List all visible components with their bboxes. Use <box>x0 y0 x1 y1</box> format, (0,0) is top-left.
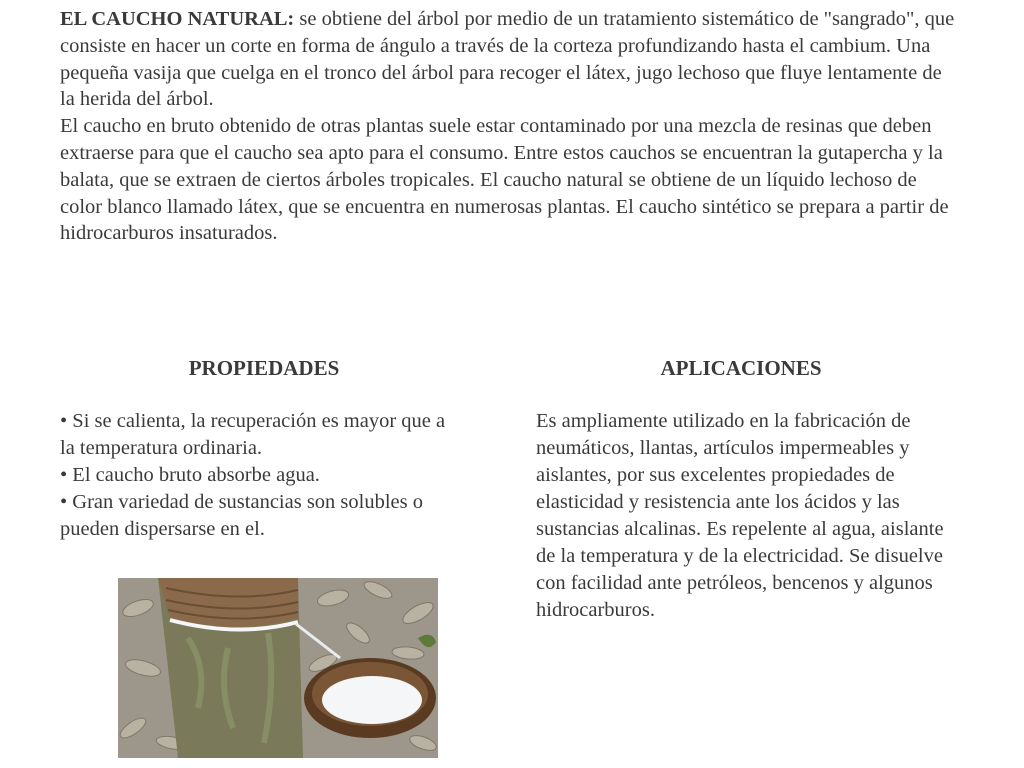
propiedades-heading: PROPIEDADES <box>188 356 340 380</box>
intro-paragraph-1 <box>60 6 960 113</box>
intro-paragraph-2: El caucho en bruto obtenido de otras plantas suele estar contaminado por una mezcla de resinas que deben extraerse para que el caucho sea apto para el consumo. Entre estos cauchos se encuentran la gutapercha y la balata, que se extraen de ciertos árboles tropicales. El caucho natural se obtiene de un líquido lechoso de color blanco llamado látex, que se encuentra en numerosas plantas. El caucho sintético se prepara a partir de hidrocarburos insaturados. <box>60 115 949 245</box>
propiedad-item: • Gran variedad de sustancias son solubles o pueden dispersarse en el. <box>60 491 423 540</box>
intro-term: EL CAUCHO NATURAL: <box>60 8 295 30</box>
rubber-tree-illustration <box>118 578 438 758</box>
latex-in-cup <box>322 676 422 724</box>
aplicaciones-heading: APLICACIONES <box>660 356 822 380</box>
intro-section <box>60 6 960 247</box>
aplicaciones-text: Es ampliamente utilizado en la fabricación de neumáticos, llantas, artículos impermeables y aislantes, por sus excelentes propiedades de elasticidad y resistencia ante los ácidos y las sustancias alcalinas. Es repelente al agua, aislante de la temperatura y de la electricidad. Se disuelve con facilidad ante petróleos, bencenos y algunos hidrocarburos. <box>536 410 944 621</box>
intro-definition: se obtiene del árbol por medio de un tratamiento sistemático de "sangrado", que consiste en hacer un corte en forma de ángulo a través de la corteza profundizando hasta el cambium. Una pequeña vasija que cuelga en el tronco del árbol para recoger el látex, jugo lechoso que fluye lentamente de la herida del árbol. <box>60 8 955 111</box>
rubber-tree-tapping-photo <box>118 578 438 758</box>
propiedad-item: • Si se calienta, la recuperación es mayor que a la temperatura ordinaria. <box>60 410 446 459</box>
propiedades-list <box>60 408 460 543</box>
propiedad-item: • El caucho bruto absorbe agua. <box>60 464 320 486</box>
